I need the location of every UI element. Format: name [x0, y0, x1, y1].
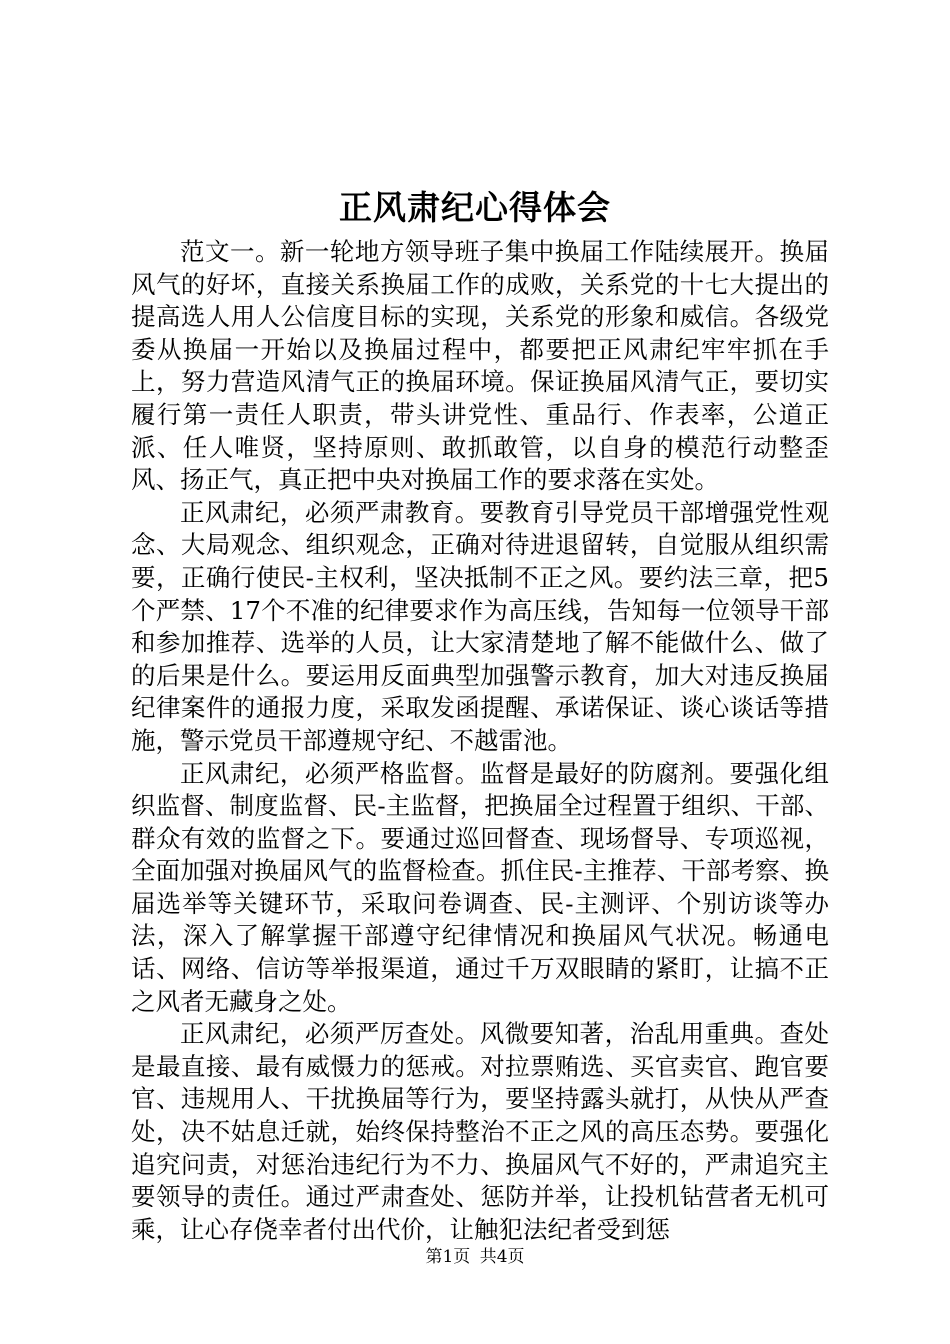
paragraph-1: 范文一。新一轮地方领导班子集中换届工作陆续展开。换届风气的好坏，直接关系换届工作的成败，关系党的十七大提出的提高选人用人公信度目标的实现，关系党的形象和威信。各级党委从换届一开始以及换届过程中，都要把正风肃纪牢牢抓在手上，努力营造风清气正的换届环境。保证换届风清气正，要切实履行第一责任人职责，带头讲党性、重品行、作表率，公道正派、任人唯贤，坚持原则、敢抓敢管，以自身的模范行动整歪风、扬正气，真正把中央对换届工作的要求落在实处。 — [131, 237, 829, 495]
page-footer — [0, 1245, 950, 1269]
paragraph-2: 正风肃纪，必须严肃教育。要教育引导党员干部增强党性观念、大局观念、组织观念，正确对待进退留转，自觉服从组织需要，正确行使民-主权利，坚决抵制不正之风。要约法三章，把5个严禁、17个不准的纪律要求作为高压线，告知每一位领导干部和参加推荐、选举的人员，让大家清楚地了解不能做什么、做了的后果是什么。要运用反面典型加强警示教育，加大对违反换届纪律案件的通报力度，采取发函提醒、承诺保证、谈心谈话等措施，警示党员干部遵规守纪、不越雷池。 — [131, 497, 829, 755]
paragraph-3: 正风肃纪，必须严格监督。监督是最好的防腐剂。要强化组织监督、制度监督、民-主监督，把换届全过程置于组织、干部、群众有效的监督之下。要通过巡回督查、现场督导、专项巡视，全面加强对换届风气的监督检查。抓住民-主推荐、干部考察、换届选举等关键环节，采取问卷调查、民-主测评、个别访谈等办法，深入了解掌握干部遵守纪律情况和换届风气状况。畅通电话、网络、信访等举报渠道，通过千万双眼睛的紧盯，让搞不正之风者无藏身之处。 — [131, 758, 829, 1016]
document-title: 正风肃纪心得体会 — [339, 188, 611, 227]
document-body — [131, 236, 829, 1246]
page-total: 共4页 — [479, 1247, 525, 1267]
page-number: 第1页 — [425, 1247, 471, 1267]
paragraph-4: 正风肃纪，必须严厉查处。风微要知著，治乱用重典。查处是最直接、最有威慑力的惩戒。对拉票贿选、买官卖官、跑官要官、违规用人、干扰换届等行为，要坚持露头就打，从快从严查处，决不姑息迁就，始终保持整治不正之风的高压态势。要强化追究问责，对惩治违纪行为不力、换届风气不好的，严肃追究主要领导的责任。通过严肃查处、惩防并举，让投机钻营者无机可乘，让心存侥幸者付出代价，让触犯法纪者受到惩 — [131, 1019, 829, 1244]
